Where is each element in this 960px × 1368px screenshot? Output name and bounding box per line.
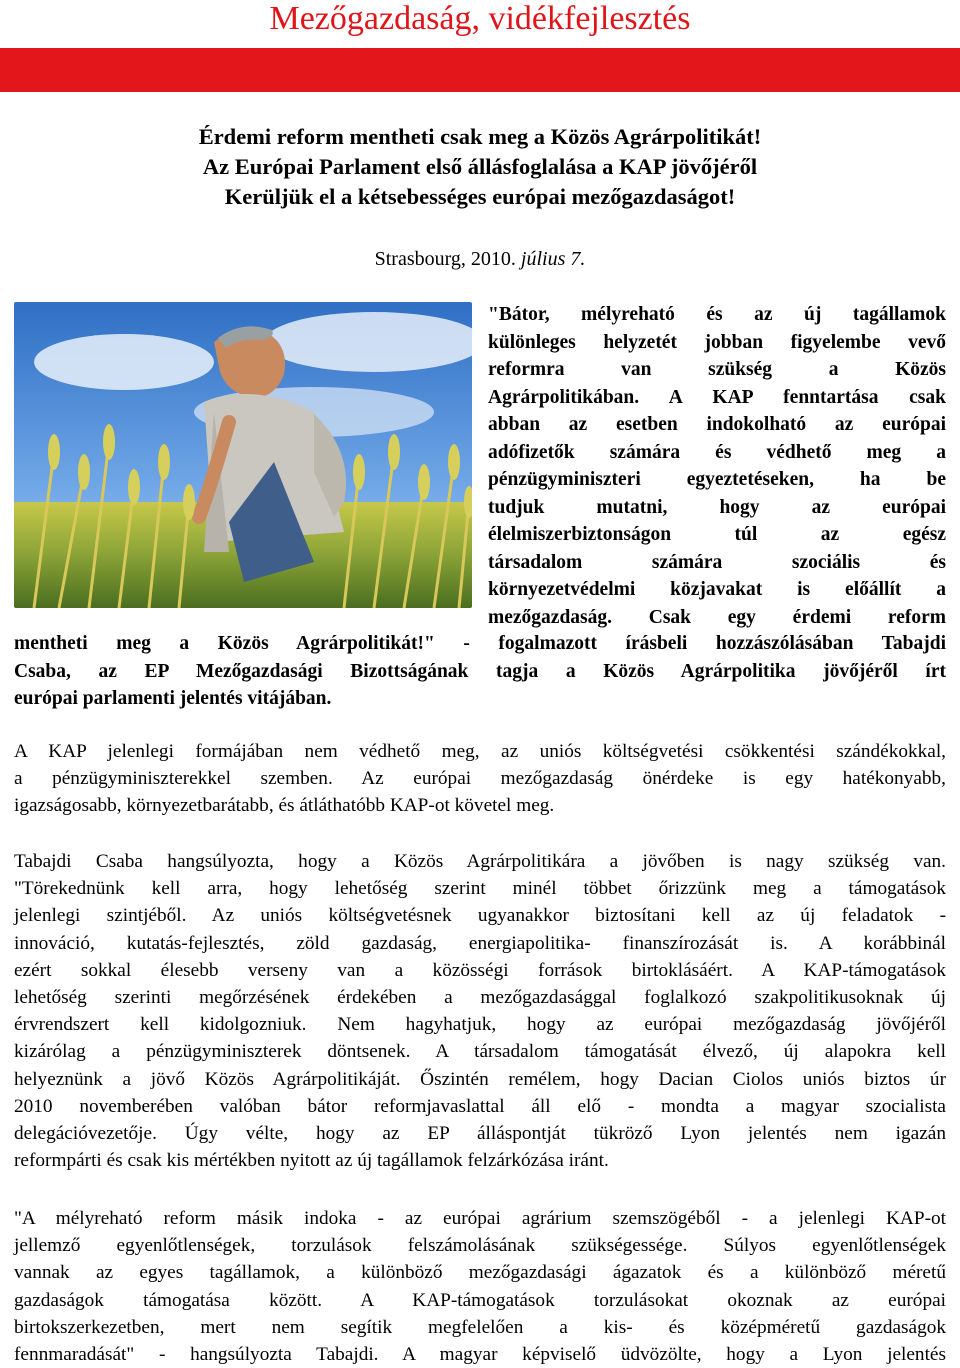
- paragraph-line: gazdaságok támogatása között. A KAP-támogatások torzulásokat okoznak az európai: [14, 1289, 946, 1311]
- paragraph-line: 2010 novemberében valóban bátor reformjavaslattal áll elő - mondta a magyar szocialista: [14, 1095, 946, 1117]
- pull-quote-beside-photo: [488, 301, 946, 631]
- farmer-in-wheat-field-photo: [14, 302, 472, 608]
- quote-continuation: [14, 630, 946, 713]
- headline-line: Az Európai Parlament első állásfoglalása a KAP jövőjéről: [202, 154, 758, 179]
- quote-line: környezetvédelmi közjavakat is előállít a: [488, 579, 946, 600]
- paragraph-line: a pénzügyminiszterekkel szemben. Az európai mezőgazdaság önérdeke is egy hatékonyabb,: [14, 768, 946, 790]
- headline-line: Érdemi reform mentheti csak meg a Közös Agrárpolitikát!: [198, 124, 762, 149]
- paragraph-line: reformpárti és csak kis mértékben nyitott az új tagállamok felzárkózása iránt.: [14, 1150, 609, 1172]
- paragraph-line: A KAP jelenlegi formájában nem védhető meg, az uniós költségvetési csökkentési szándékokkal,: [14, 741, 946, 762]
- section-title-bar: [0, 48, 960, 92]
- quote-line: európai parlamenti jelentés vitájában.: [14, 688, 332, 709]
- quote-line: Csaba, az EP Mezőgazdasági Bizottságának tagja a Közös Agrárpolitika jövőjéről írt: [14, 660, 946, 682]
- paragraph-line: ezért sokkal élesebb verseny van a közösségi források birtoklásáért. A KAP-támogatások: [14, 959, 946, 981]
- paragraph-line: jelenlegi szintjéből. Az uniós költségvetésnek ugyanakkor biztosítani kell az új feladatok -: [14, 905, 946, 927]
- paragraph-line: Tabajdi Csaba hangsúlyozta, hogy a Közös Agrárpolitikára a jövőben is nagy szükség van.: [14, 851, 946, 872]
- dateline-place-year: Strasbourg, 2010.: [374, 248, 516, 270]
- article-headlines: [0, 122, 960, 212]
- paragraph-line: lehetőség szerinti megőrzésének érdekében a mezőgazdasággal foglalkozó szakpolitikusoknak új: [14, 987, 946, 1009]
- quote-line: társadalom számára szociális és: [488, 551, 946, 573]
- paragraph-line: kizárólag a pénzügyminiszterek döntsenek. A társadalom támogatását élvező, új alapokra kell: [14, 1041, 946, 1063]
- quote-line: tudjuk mutatni, hogy az európai: [488, 496, 946, 518]
- paragraph-line: jellemző egyenlőtlenségek, torzulások felszámolásának szükségessége. Súlyos egyenlőtlenségek: [14, 1235, 946, 1257]
- quote-line: mezőgazdaság. Csak egy érdemi reform: [488, 606, 946, 628]
- paragraph-line: innováció, kutatás-fejlesztés, zöld gazdaság, energiapolitika- finanszírozását is. A korábbinál: [14, 932, 946, 954]
- headline-line: Kerüljük el a kétsebességes európai mezőgazdaságot!: [224, 184, 736, 209]
- paragraph-1: [14, 738, 946, 820]
- quote-line: élelmiszerbiztonságon túl az egész: [488, 524, 946, 545]
- paragraph-2: [14, 848, 946, 1174]
- paragraph-line: fennmaradását" - hangsúlyozta Tabajdi. A magyar képviselő üdvözölte, hogy a Lyon jelentés: [14, 1344, 946, 1366]
- paragraph-line: "Törekednünk kell arra, hogy lehetőség szerint minél többet őrizzünk meg a támogatások: [14, 878, 946, 900]
- paragraph-line: vannak az egyes tagállamok, a különböző mezőgazdasági ágazatok és a különböző méretű: [14, 1262, 946, 1284]
- quote-line: adófizetők számára és védhető meg a: [488, 441, 946, 463]
- paragraph-line: igazságosabb, környezetbarátabb, és átláthatóbb KAP-ot követel meg.: [14, 795, 555, 817]
- quote-line: abban az esetben indokolható az európai: [488, 414, 946, 435]
- quote-line: Agrárpolitikában. A KAP fenntartása csak: [488, 386, 946, 408]
- dateline: [0, 246, 960, 272]
- dateline-day: július 7.: [520, 248, 586, 270]
- quote-line: "Bátor, mélyreható és az új tagállamok: [488, 304, 946, 325]
- paragraph-line: delegációvezetője. Úgy vélte, hogy az EP álláspontját tükröző Lyon jelentés nem igazán: [14, 1123, 946, 1145]
- paragraph-line: "A mélyreható reform másik indoka - az európai agrárium szemszögéből - a jelenlegi KAP-ot: [14, 1208, 946, 1229]
- quote-line: mentheti meg a Közös Agrárpolitikát!" - fogalmazott írásbeli hozzászólásában Tabajdi: [14, 633, 946, 654]
- paragraph-line: helyeznünk a jövő Közös Agrárpolitikáját. Őszintén remélem, hogy Dacian Ciolos uniós biztos úr: [14, 1068, 946, 1090]
- section-title: Mezőgazdaság, vidékfejlesztés: [269, 0, 691, 37]
- quote-line: pénzügyminiszteri egyeztetéseken, ha be: [488, 469, 946, 490]
- quote-line: különleges helyzetét jobban figyelembe vevő: [488, 331, 946, 353]
- quote-line: reformra van szükség a Közös: [488, 359, 946, 380]
- paragraph-line: birtokszerkezetben, mert nem segítik megfelelően a kis- és középméretű gazdaságok: [14, 1316, 946, 1338]
- paragraph-line: érvrendszert kell kidolgozniuk. Nem hagyhatjuk, hogy az európai mezőgazdaság jövőjéről: [14, 1014, 946, 1036]
- paragraph-3: [14, 1205, 946, 1368]
